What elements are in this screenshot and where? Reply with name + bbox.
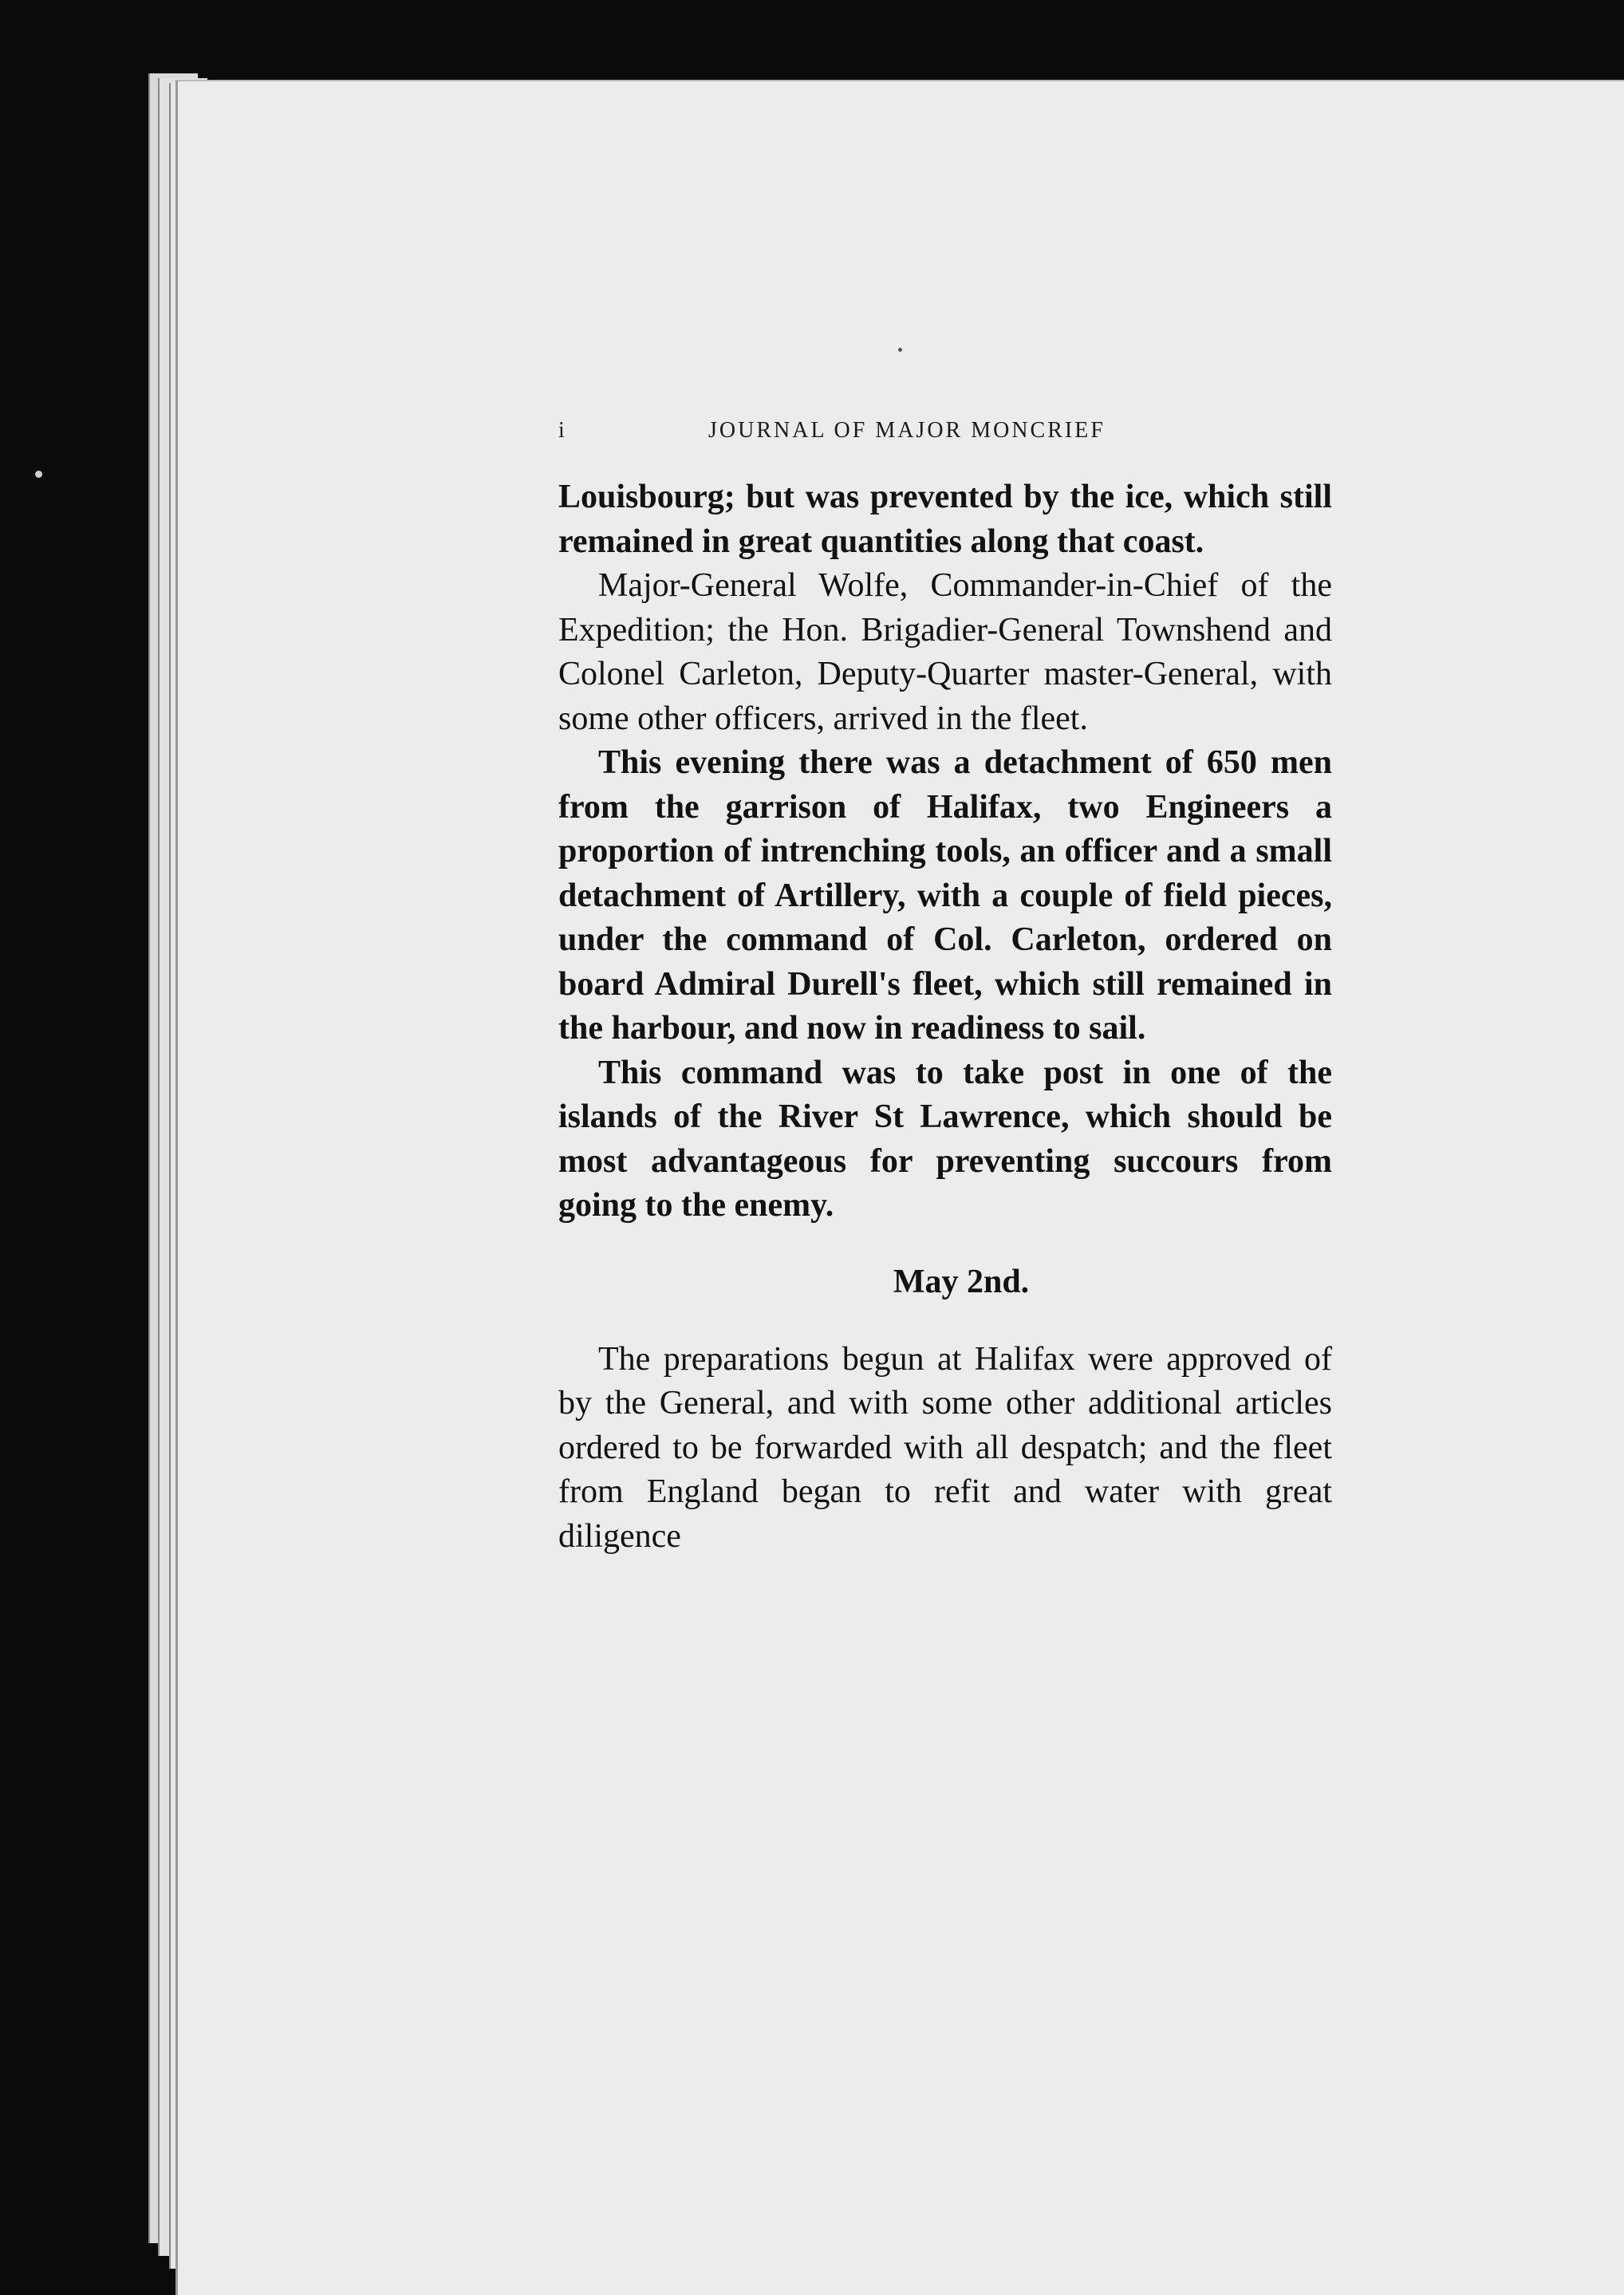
page-text xyxy=(558,475,1332,1559)
date-heading: May 2nd. xyxy=(893,1263,1030,1300)
page-number: i xyxy=(558,418,567,443)
scan-speck xyxy=(898,348,902,352)
paragraph-detachment: This evening there was a detachment of 650 men from the garrison of Halifax, two Engineers a proportion of intrenching tools, an officer and a small detachment of Artillery, with a couple of field pieces, under the command of Col. Carleton, ordered on board Admiral Durell's fleet, which still remained in the harbour, and now in readiness to sail. xyxy=(558,744,1332,1047)
scan-speck xyxy=(35,471,42,478)
running-title: JOURNAL OF MAJOR MONCRIEF xyxy=(708,418,1106,443)
running-head xyxy=(550,418,1348,450)
paragraph-continuation: Louisbourg; but was prevented by the ice, which still remained in great quantities along that coast. xyxy=(558,479,1332,560)
paragraph-officers-arrival: Major-General Wolfe, Commander-in-Chief of the Expedition; the Hon. Brigadier-General Townshend and Colonel Carleton, Deputy-Quarter master-General, with some other officers, arrived in the fleet. xyxy=(558,567,1332,737)
paragraph-preparations: The preparations begun at Halifax were approved of by the General, and with some other additional articles ordered to be forwarded with all despatch; and the fleet from England began to refit and water with great diligence xyxy=(558,1340,1332,1555)
paragraph-command: This command was to take post in one of the islands of the River St Lawrence, which should be most advantageous for preventing succours from going to the enemy. xyxy=(558,1054,1332,1224)
